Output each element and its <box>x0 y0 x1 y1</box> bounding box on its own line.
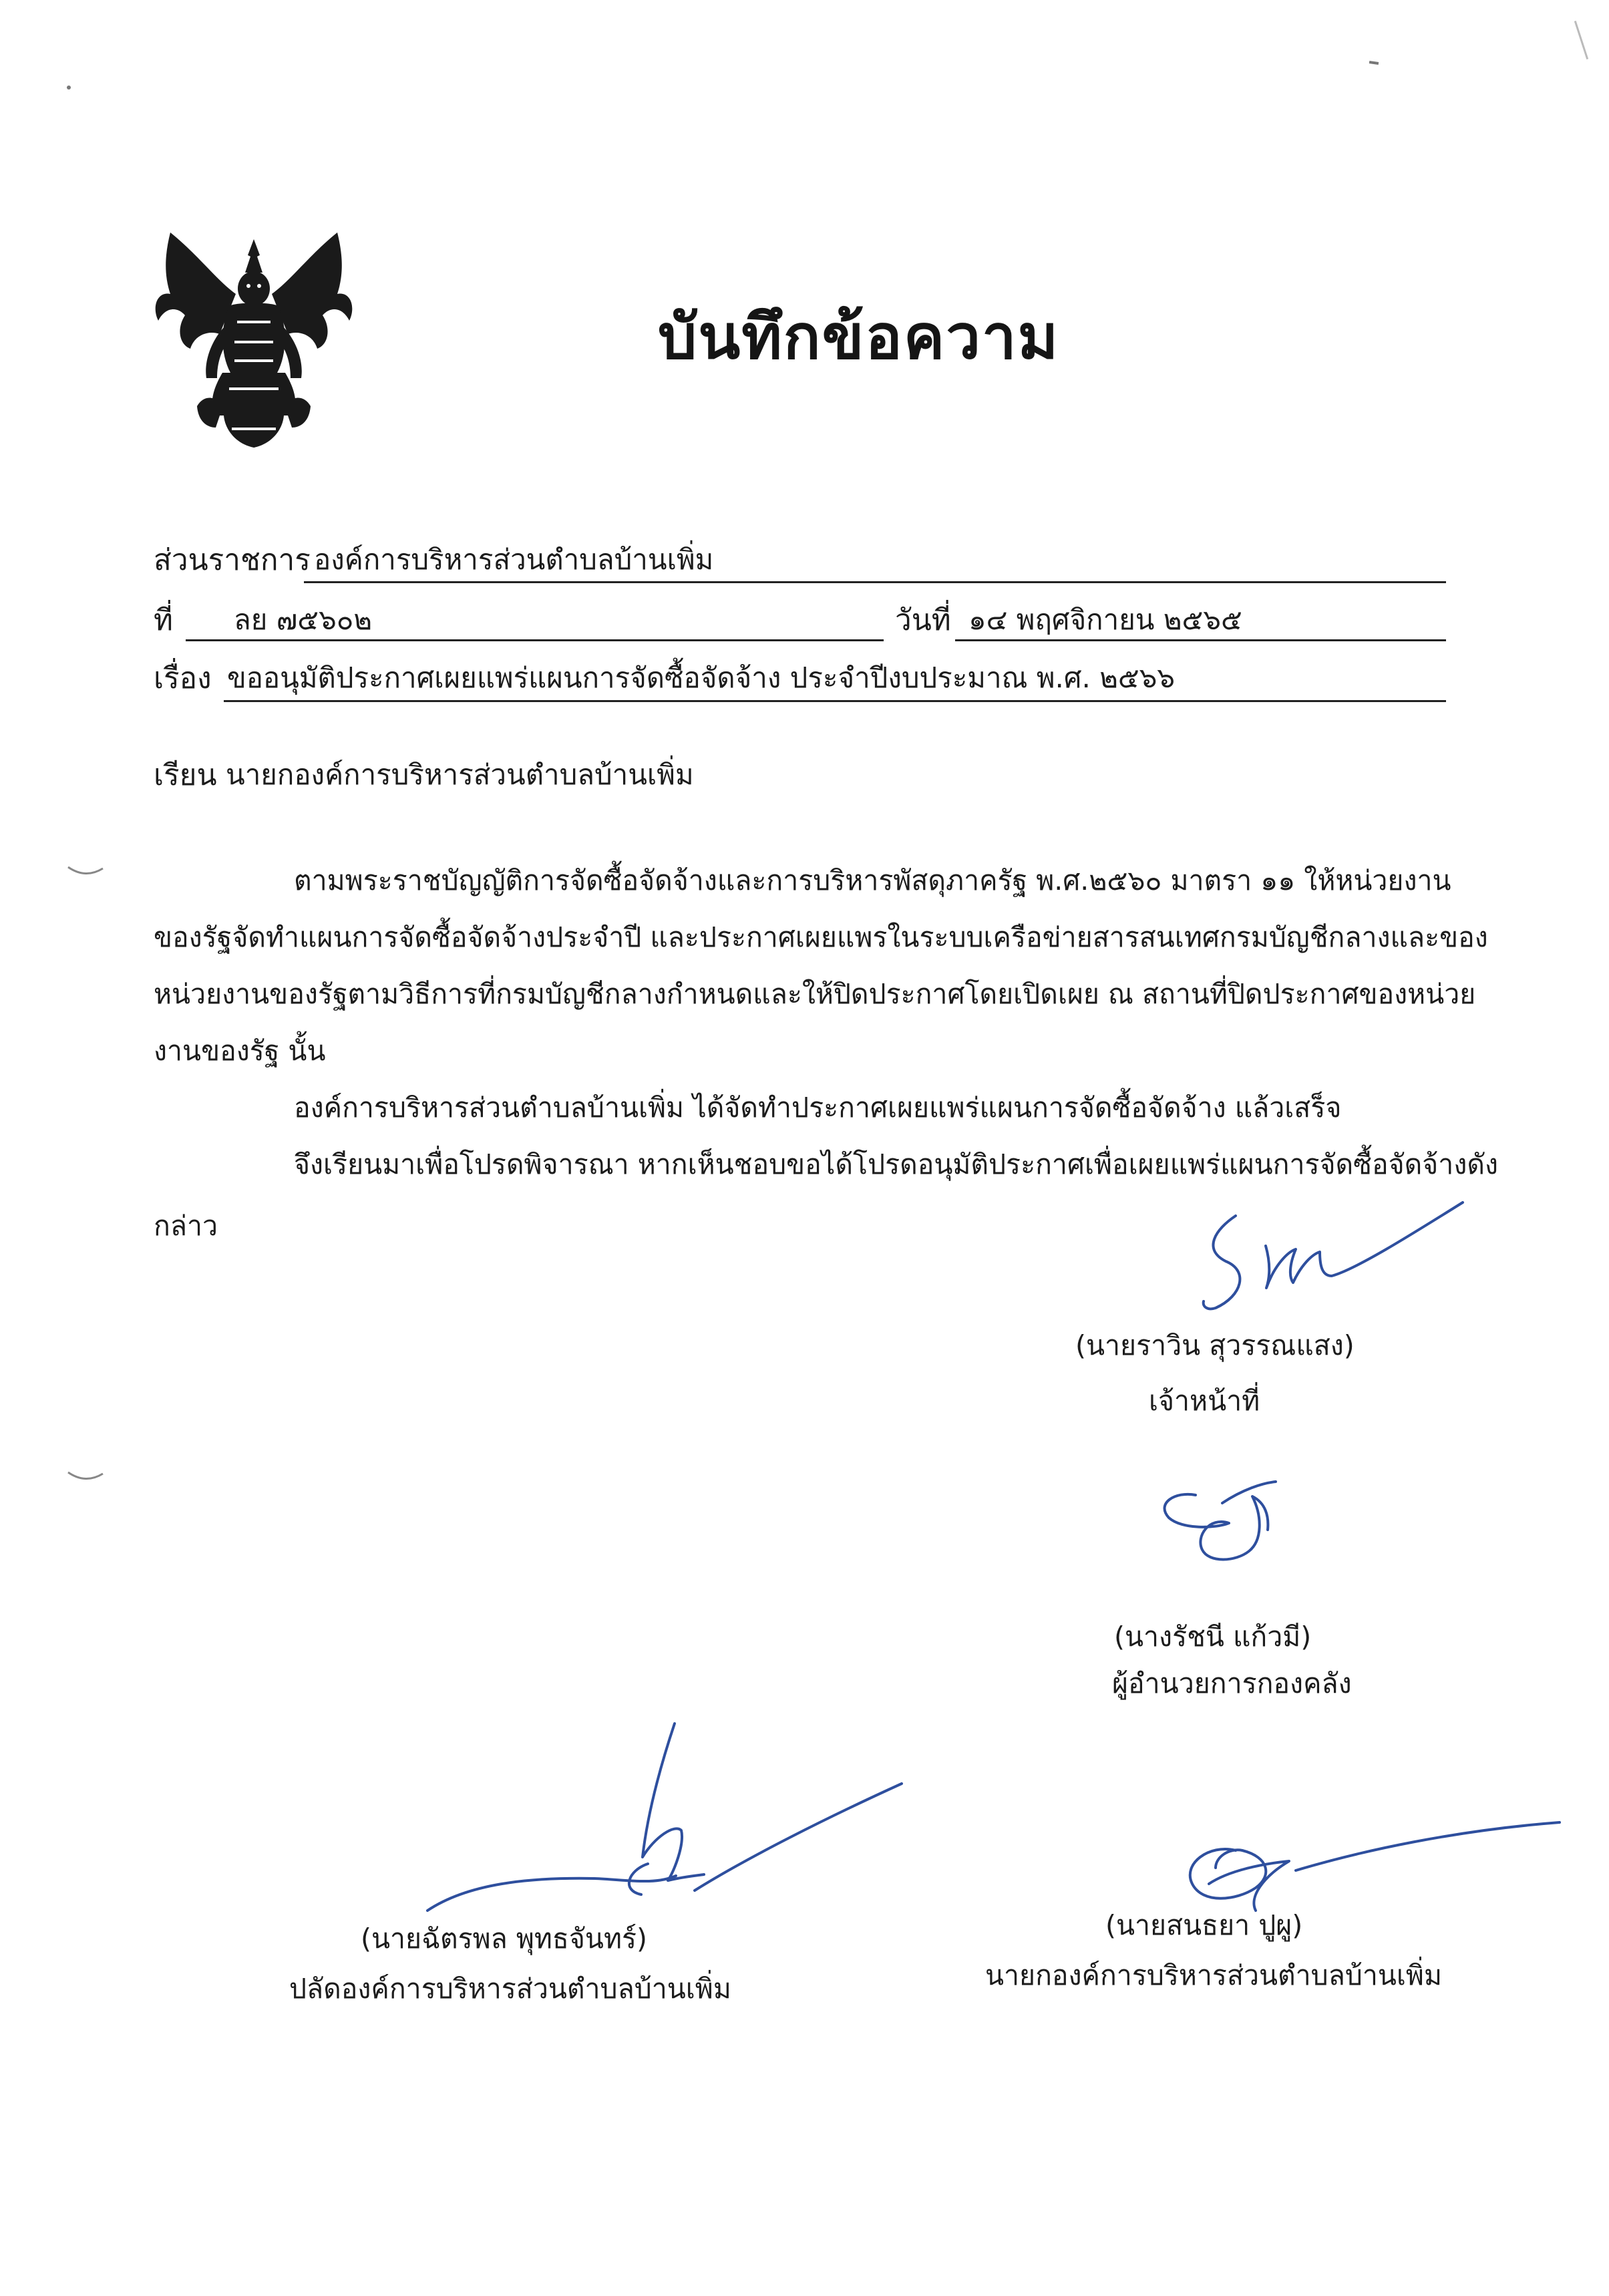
subject-label: เรื่อง <box>154 661 212 695</box>
scan-speck <box>67 86 71 90</box>
document-title: บันทึกข้อความ <box>658 301 1060 373</box>
signatory-1-name: (นายราวิน สุวรรณแสง) <box>1075 1329 1355 1361</box>
body-p1-line-2: ของรัฐจัดทำแผนการจัดซื้อจัดจ้างประจำปี และประกาศเผยแพรในระบบเครือข่ายสารสนเทศกรมบัญชีกลางและของ <box>154 921 1488 953</box>
signature-stroke-1 <box>1189 1182 1469 1336</box>
garuda-emblem-icon <box>150 227 357 451</box>
body-p1-line-3: หน่วยงานของรัฐตามวิธีการที่กรมบัญชีกลางกำหนดและให้ปิดประกาศโดยเปิดเผย ณ สถานที่ปิดประกาศของหน่วย <box>154 978 1476 1010</box>
date-label: วันที่ <box>895 603 951 637</box>
body-p3-line-1: จึงเรียนมาเพื่อโปรดพิจารณา หากเห็นชอบขอได้โปรดอนุมัติประกาศเพื่อเผยแพร่แผนการจัดซื้อจัดจ้างดัง <box>294 1148 1498 1180</box>
signatory-4-position: นายกองค์การบริหารส่วนตำบลบ้านเพิ่ม <box>985 1959 1442 1991</box>
salutation-value: นายกองค์การบริหารส่วนตำบลบ้านเพิ่ม <box>226 758 694 791</box>
punch-hole-mark <box>65 1468 106 1484</box>
signature-stroke-2 <box>1149 1476 1282 1590</box>
signature-stroke-3 <box>427 1710 908 1931</box>
scan-speck <box>1369 61 1379 65</box>
punch-hole-mark <box>65 863 106 879</box>
signatory-2-name: (นางรัชนี แก้วมี) <box>1114 1621 1312 1653</box>
date-underline <box>955 639 1446 641</box>
ref-value: ลย ๗๕๖๐๒ <box>234 603 373 636</box>
salutation-label: เรียน <box>154 758 217 792</box>
date-value: ๑๔ พฤศจิกายน ๒๕๖๕ <box>968 603 1242 636</box>
signatory-1-position: เจ้าหน้าที่ <box>1149 1385 1260 1417</box>
body-p1-line-4: งานของรัฐ นั้น <box>154 1035 326 1067</box>
body-p1-line-1: ตามพระราชบัญญัติการจัดซื้อจัดจ้างและการบริหารพัสดุภาครัฐ พ.ศ.๒๕๖๐ มาตรา ๑๑ ให้หน่วยงาน <box>294 864 1451 896</box>
body-p2: องค์การบริหารส่วนตำบลบ้านเพิ่ม ได้จัดทำประกาศเผยแพร่แผนการจัดซื้อจัดจ้าง แล้วเสร็จ <box>294 1092 1342 1124</box>
signatory-4-name: (นายสนธยา ปูผู) <box>1105 1909 1303 1941</box>
ref-label: ที่ <box>154 603 174 637</box>
scan-speck <box>1574 21 1588 59</box>
ref-underline <box>186 639 884 641</box>
body-p3-line-2: กล่าว <box>154 1210 218 1242</box>
agency-label: ส่วนราชการ <box>154 543 311 577</box>
signatory-3-name: (นายฉัตรพล พุทธจันทร์) <box>361 1923 647 1955</box>
agency-underline <box>304 581 1446 583</box>
signatory-3-position: ปลัดองค์การบริหารส่วนตำบลบ้านเพิ่ม <box>289 1973 731 2005</box>
subject-value: ขออนุมัติประกาศเผยแพร่แผนการจัดซื้อจัดจ้าง ประจำปีงบประมาณ พ.ศ. ๒๕๖๖ <box>227 661 1176 694</box>
signatory-2-position: ผู้อำนวยการกองคลัง <box>1112 1667 1352 1699</box>
subject-underline <box>224 700 1446 702</box>
agency-value: องค์การบริหารส่วนตำบลบ้านเพิ่ม <box>314 543 714 576</box>
